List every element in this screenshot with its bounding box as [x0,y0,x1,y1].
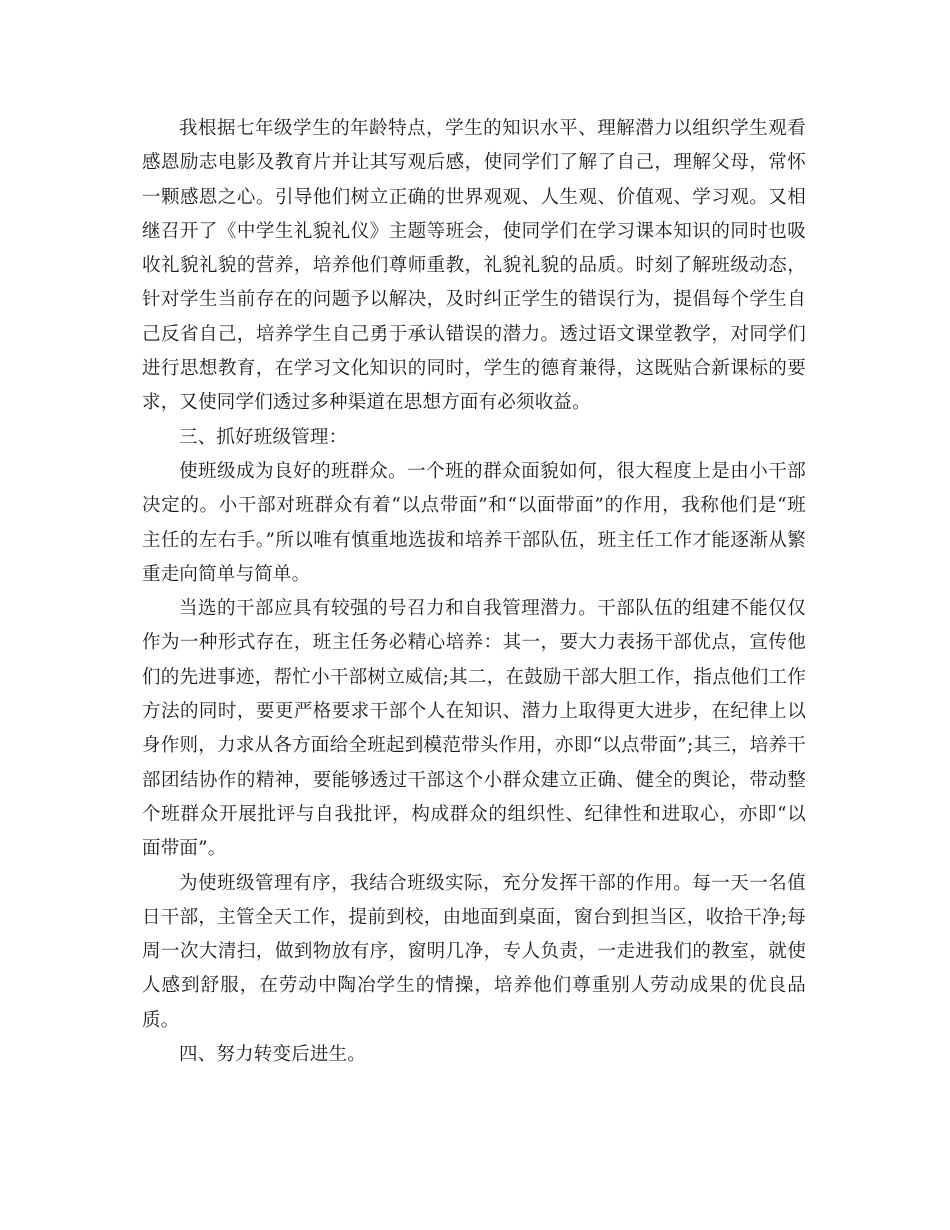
document-body [142,112,806,1072]
section-heading-underachievers: 四、努力转变后进生。 [179,1044,367,1066]
paragraph-orderly-management: 为使班级管理有序，我结合班级实际，充分发挥干部的作用。每一天一名值日干部，主管全天工作，提前到校，由地面到桌面，窗台到担当区，收拾干净;每周一次大清扫，做到物放有序，窗明几净，专人负责，一走进我们的教室，就使人感到舒服，在劳动中陶冶学生的情操，培养他们尊重别人劳动成果的优良品质。 [142,872,806,1031]
paragraph-good-collective: 使班级成为良好的班群众。一个班的群众面貌如何，很大程度上是由小干部决定的。小干部对班群众有着“以点带面”和“以面带面”的作用，我称他们是“班主任的左右手。”所以唯有慎重地选拔和培养干部队伍，班主任工作才能逐渐从繁重走向简单与简单。 [142,460,806,585]
paragraph-cadre-training: 当选的干部应具有较强的号召力和自我管理潜力。干部队伍的组建不能仅仅作为一种形式存在，班主任务必精心培养：其一，要大力表扬干部优点，宣传他们的先进事迹，帮忙小干部树立威信;其二，在鼓励干部大胆工作，指点他们工作方法的同时，要更严格要求干部个人在知识、潜力上取得更大进步，在纪律上以身作则，力求从各方面给全班起到模范带头作用，亦即“以点带面”;其三，培养干部团结协作的精神，要能够透过干部这个小群众建立正确、健全的舆论，带动整个班群众开展批评与自我批评，构成群众的组织性、纪律性和进取心，亦即“以面带面”。 [142,598,806,860]
paragraph-moral-education: 我根据七年级学生的年龄特点，学生的知识水平、理解潜力以组织学生观看感恩励志电影及教育片并让其写观后感，使同学们了解了自己，理解父母，常怀一颗感恩之心。引导他们树立正确的世界观观、人生观、价值观、学习观。又相继召开了《中学生礼貌礼仪》主题等班会，使同学们在学习课本知识的同时也吸收礼貌礼貌的营养，培养他们尊师重教，礼貌礼貌的品质。时刻了解班级动态，针对学生当前存在的问题予以解决，及时纠正学生的错误行为，提倡每个学生自己反省自己，培养学生自己勇于承认错误的潜力。透过语文课堂教学，对同学们进行思想教育，在学习文化知识的同时，学生的德育兼得，这既贴合新课标的要求，又使同学们透过多种渠道在思想方面有必须收益。 [142,118,806,414]
section-heading-class-management: 三、抓好班级管理： [179,426,348,448]
